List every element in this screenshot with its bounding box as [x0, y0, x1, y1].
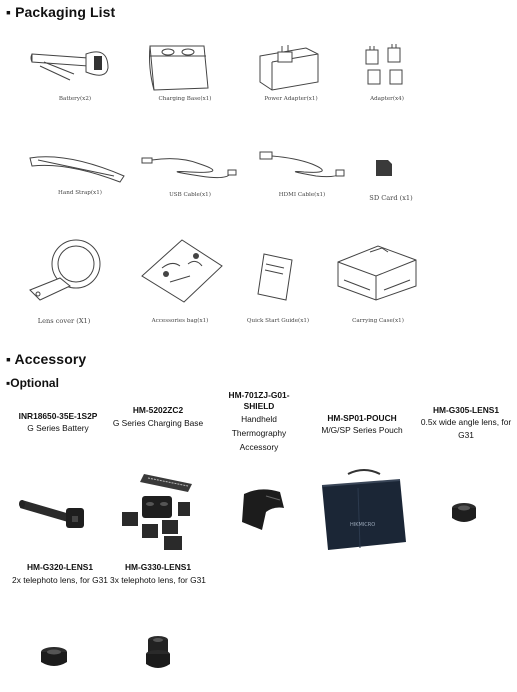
hand-strap-illustration — [28, 150, 128, 186]
pouch-logo: HIKMICRO — [350, 522, 376, 528]
accessory-desc: M/G/SP Series Pouch — [321, 425, 403, 435]
packaging-title: Packaging List — [15, 4, 116, 20]
accessory-desc: Handheld Thermography Accessory — [231, 414, 287, 452]
accessory-code: HM-G305-LENS1 — [432, 405, 500, 415]
wide-angle-lens-photo — [448, 498, 482, 528]
packaging-item-label: HDMI Cable(x1) — [278, 192, 326, 198]
accessories-bag-illustration — [136, 236, 226, 306]
packaging-item-label: Charging Base(x1) — [158, 96, 212, 102]
accessory-item — [110, 561, 206, 587]
accessory-item — [8, 410, 108, 434]
accessory-desc: 3x telephoto lens, for G31 — [110, 575, 206, 585]
accessory-desc: G Series Charging Base — [112, 418, 204, 428]
accessory-desc: 0.5x wide angle lens, for G31 — [420, 417, 512, 440]
optional-title: Optional — [10, 376, 59, 390]
accessory-code: HM-SP01-POUCH — [327, 413, 397, 423]
charging-base-photo — [114, 470, 204, 556]
packaging-section-heading — [6, 4, 115, 22]
battery-illustration — [30, 42, 115, 90]
packaging-item-label: SD Card (x1) — [369, 194, 413, 202]
charging-base-illustration — [146, 38, 216, 94]
hdmi-cable-illustration — [256, 150, 346, 182]
sd-card-illustration — [374, 158, 394, 178]
carrying-case-illustration — [334, 240, 420, 302]
3x-telephoto-lens-photo — [142, 632, 176, 672]
bullet-icon: ▪ — [6, 351, 15, 367]
packaging-item-label: Adapter(x4) — [370, 96, 404, 102]
accessory-section-heading — [6, 351, 86, 369]
packaging-item-label: Lens cover (X1) — [37, 317, 91, 325]
accessory-item — [112, 404, 204, 430]
packaging-item-label: Carrying Case(x1) — [352, 318, 404, 324]
bullet-icon: ▪ — [6, 376, 11, 390]
packaging-item-label: Hand Strap(x1) — [58, 190, 102, 196]
power-adapter-illustration — [256, 42, 326, 92]
packaging-item-label: Battery(x2) — [58, 96, 92, 102]
accessory-item — [310, 412, 414, 436]
accessory-code: HM-G320-LENS1 — [26, 562, 94, 572]
bullet-icon: ▪ — [6, 4, 16, 20]
packaging-item-label: Quick Start Guide(x1) — [246, 318, 310, 324]
adapters-illustration — [362, 44, 412, 92]
packaging-item-label: Power Adapter(x1) — [264, 96, 318, 102]
accessory-code: INR18650-35E-1S2P — [18, 411, 98, 421]
accessory-code: HM-G330-LENS1 — [124, 562, 192, 572]
accessory-desc: G Series Battery — [27, 423, 89, 433]
accessory-title: Accessory — [14, 351, 87, 367]
accessory-item — [418, 404, 514, 442]
accessory-item — [214, 390, 304, 454]
accessory-code: HM-5202ZC2 — [132, 405, 184, 415]
quick-start-guide-illustration — [256, 252, 296, 302]
battery-photo — [16, 492, 96, 534]
packaging-item-label: Accessories bag(x1) — [151, 318, 209, 324]
accessory-code: HM-701ZJ-G01-SHIELD — [228, 390, 290, 411]
lens-cover-illustration — [26, 238, 106, 302]
accessory-item — [8, 561, 112, 587]
accessory-desc: 2x telephoto lens, for G31 — [12, 575, 108, 585]
2x-telephoto-lens-photo — [38, 644, 72, 672]
optional-subheading — [6, 374, 59, 392]
thermography-shield-photo — [236, 486, 290, 534]
usb-cable-illustration — [140, 154, 240, 184]
pouch-photo — [318, 468, 410, 556]
packaging-item-label: USB Cable(x1) — [169, 192, 211, 198]
